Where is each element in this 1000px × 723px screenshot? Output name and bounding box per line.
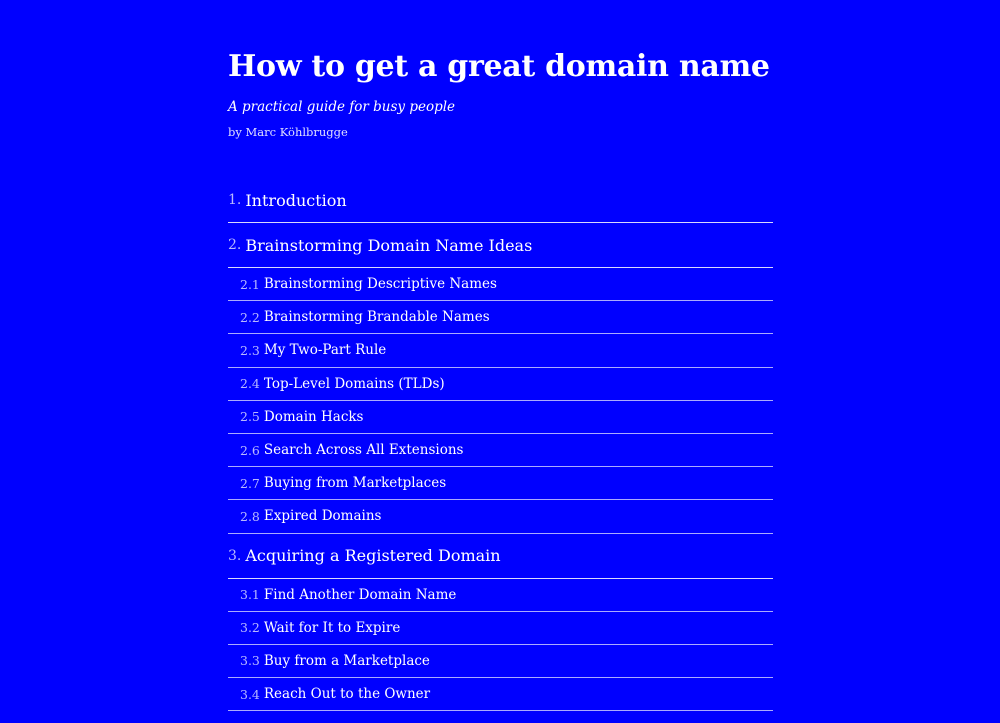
section-number: 3.3 xyxy=(240,653,260,669)
page-title: How to get a great domain name xyxy=(228,49,770,84)
section-label: My Two-Part Rule xyxy=(263,342,387,359)
chapter-label: Acquiring a Registered Domain xyxy=(245,546,501,565)
toc-section[interactable] xyxy=(228,579,773,612)
toc-chapter[interactable] xyxy=(228,534,773,579)
toc-chapter[interactable] xyxy=(228,178,773,223)
section-number: 2.5 xyxy=(240,409,260,425)
section-label: Brainstorming Descriptive Names xyxy=(263,276,497,293)
section-label: Domain Hacks xyxy=(263,408,364,425)
section-label: Wait for It to Expire xyxy=(263,619,401,636)
section-number: 2.6 xyxy=(240,442,260,458)
toc-section[interactable] xyxy=(228,645,773,678)
toc-section[interactable] xyxy=(228,467,773,500)
chapter-number: 3. xyxy=(228,547,242,564)
toc-section[interactable] xyxy=(228,368,773,401)
chapter-number: 1. xyxy=(228,192,242,208)
toc-chapter[interactable] xyxy=(228,223,773,268)
section-number: 2.4 xyxy=(240,376,260,392)
toc-section[interactable] xyxy=(228,401,773,434)
section-label: Expired Domains xyxy=(263,508,382,525)
section-label: Search Across All Extensions xyxy=(263,442,464,459)
section-label: Brainstorming Brandable Names xyxy=(263,309,490,326)
chapter-label: Introduction xyxy=(245,190,347,210)
table-of-contents xyxy=(228,178,773,711)
section-number: 3.1 xyxy=(240,587,260,603)
toc-section[interactable] xyxy=(228,678,773,711)
section-number: 2.3 xyxy=(240,342,260,358)
toc-section[interactable] xyxy=(228,301,773,334)
section-number: 3.4 xyxy=(240,686,260,702)
page-subtitle: A practical guide for busy people xyxy=(228,99,456,115)
toc-section[interactable] xyxy=(228,434,773,467)
section-label: Buying from Marketplaces xyxy=(263,475,447,492)
toc-section[interactable] xyxy=(228,612,773,645)
author-byline: by Marc Köhlbrugge xyxy=(228,125,348,139)
section-label: Reach Out to the Owner xyxy=(263,686,431,703)
section-label: Buy from a Marketplace xyxy=(263,652,430,669)
section-label: Find Another Domain Name xyxy=(263,586,457,603)
toc-section[interactable] xyxy=(228,268,773,301)
section-number: 2.2 xyxy=(240,309,260,325)
toc-section[interactable] xyxy=(228,334,773,367)
chapter-label: Brainstorming Domain Name Ideas xyxy=(245,235,533,255)
section-number: 2.7 xyxy=(240,475,260,491)
section-number: 3.2 xyxy=(240,620,260,636)
section-label: Top-Level Domains (TLDs) xyxy=(263,375,445,392)
chapter-number: 2. xyxy=(228,237,242,253)
toc-section[interactable] xyxy=(228,500,773,533)
section-number: 2.1 xyxy=(240,276,260,292)
section-number: 2.8 xyxy=(240,508,260,524)
